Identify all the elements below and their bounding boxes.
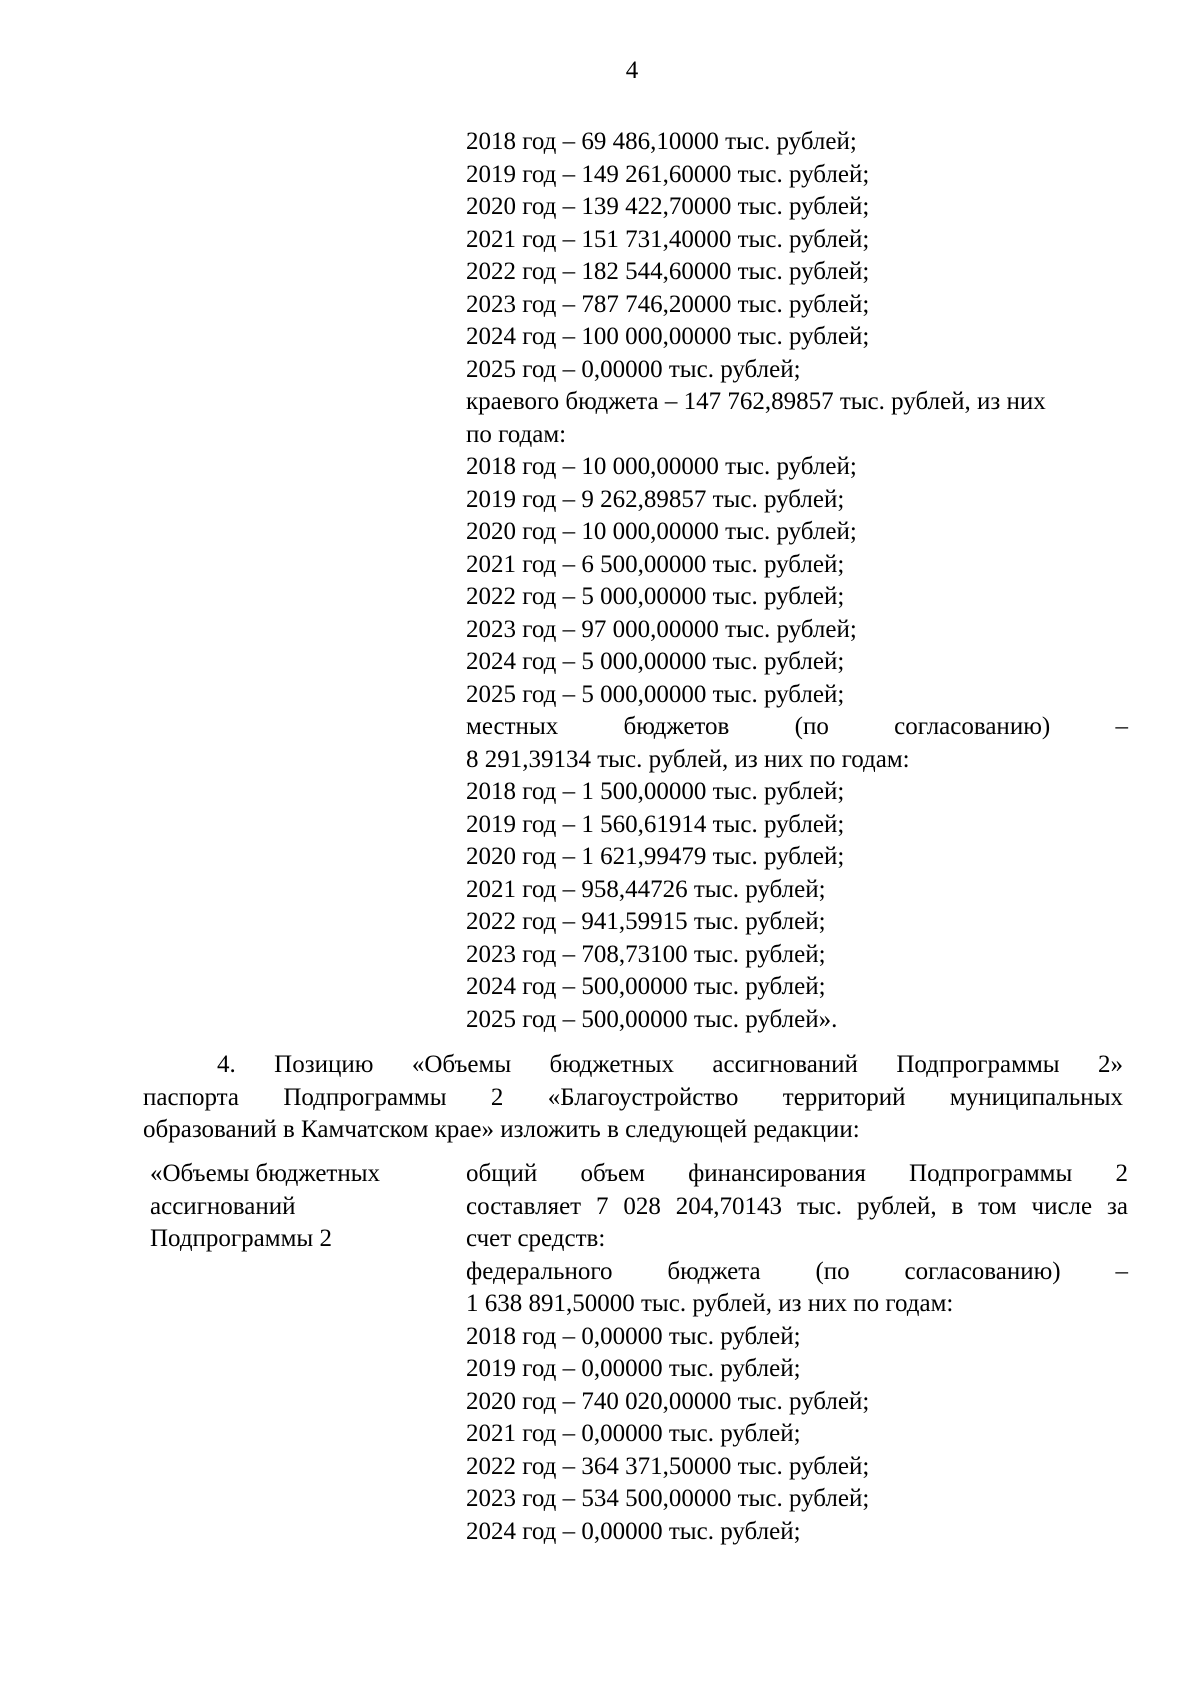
page-number: 4 (625, 57, 639, 84)
text-line: 2024 год – 0,00000 тыс. рублей; (466, 1517, 801, 1545)
text-line: 2025 год – 0,00000 тыс. рублей; (466, 355, 801, 383)
text-line: 2023 год – 787 746,20000 тыс. рублей; (466, 290, 870, 318)
text-line: 2019 год – 9 262,89857 тыс. рублей; (466, 485, 845, 513)
text-line: 2019 год – 149 261,60000 тыс. рублей; (466, 160, 870, 188)
text-line: 2022 год – 941,59915 тыс. рублей; (466, 908, 826, 935)
text-line: 2024 год – 100 000,00000 тыс. рублей; (466, 323, 870, 350)
text-line: 2022 год – 182 544,60000 тыс. рублей; (466, 258, 870, 285)
text-line: 2020 год – 740 020,00000 тыс. рублей; (466, 1387, 870, 1415)
text-line: 2025 год – 5 000,00000 тыс. рублей; (466, 680, 845, 708)
text-line: 2021 год – 6 500,00000 тыс. рублей; (466, 550, 845, 578)
text-line: 2019 год – 0,00000 тыс. рублей; (466, 1355, 801, 1382)
label-line: ассигнований (150, 1192, 296, 1220)
text-line: 2019 год – 1 560,61914 тыс. рублей; (466, 810, 845, 838)
text-line: федерального бюджета (по согласованию) – (466, 1257, 1128, 1285)
text-line: счет средств: (466, 1225, 606, 1252)
funding-block-bottom (466, 1158, 1128, 1548)
text-line: 2022 год – 364 371,50000 тыс. рублей; (466, 1452, 870, 1480)
text-line: 2023 год – 708,73100 тыс. рублей; (466, 940, 826, 968)
label-line: Подпрограммы 2 (150, 1225, 332, 1252)
text-line: 2021 год – 151 731,40000 тыс. рублей; (466, 225, 870, 253)
label-line: «Объемы бюджетных (150, 1160, 381, 1187)
text-line: 2021 год – 0,00000 тыс. рублей; (466, 1420, 801, 1447)
text-line: 2018 год – 69 486,10000 тыс. рублей; (466, 128, 857, 155)
text-line: 8 291,39134 тыс. рублей, из них по годам: (466, 745, 910, 773)
text-line: 2018 год – 0,00000 тыс. рублей; (466, 1322, 801, 1350)
text-line: краевого бюджета – 147 762,89857 тыс. рублей, из них (466, 388, 1046, 415)
text-line: 2022 год – 5 000,00000 тыс. рублей; (466, 583, 845, 610)
text-line: 2021 год – 958,44726 тыс. рублей; (466, 875, 826, 903)
paragraph-line: образований в Камчатском крае» изложить в следующей редакции: (143, 1116, 860, 1143)
text-line: 2025 год – 500,00000 тыс. рублей». (466, 1005, 838, 1033)
text-line: по годам: (466, 420, 567, 448)
text-line: 2023 год – 534 500,00000 тыс. рублей; (466, 1485, 870, 1512)
text-line: 2018 год – 1 500,00000 тыс. рублей; (466, 778, 845, 805)
text-line: 2024 год – 500,00000 тыс. рублей; (466, 973, 826, 1000)
text-line: 2020 год – 10 000,00000 тыс. рублей; (466, 518, 857, 545)
paragraph-4 (143, 1049, 1123, 1147)
text-line: местных бюджетов (по согласованию) – (466, 713, 1128, 740)
text-line: общий объем финансирования Подпрограммы 2 (466, 1160, 1128, 1187)
text-line: 2020 год – 1 621,99479 тыс. рублей; (466, 843, 845, 870)
text-line: 2024 год – 5 000,00000 тыс. рублей; (466, 648, 845, 675)
text-line: 2023 год – 97 000,00000 тыс. рублей; (466, 615, 857, 643)
text-line: составляет 7 028 204,70143 тыс. рублей, в том числе за (466, 1192, 1128, 1220)
funding-block-top (466, 126, 1128, 1036)
paragraph-line: 4. Позицию «Объемы бюджетных ассигнований Подпрограммы 2» (217, 1051, 1123, 1078)
text-line: 2018 год – 10 000,00000 тыс. рублей; (466, 453, 857, 480)
text-line: 2020 год – 139 422,70000 тыс. рублей; (466, 193, 870, 220)
text-line: 1 638 891,50000 тыс. рублей, из них по годам: (466, 1290, 954, 1317)
position-label (150, 1158, 450, 1256)
paragraph-line: паспорта Подпрограммы 2 «Благоустройство территорий муниципальных (143, 1083, 1123, 1111)
